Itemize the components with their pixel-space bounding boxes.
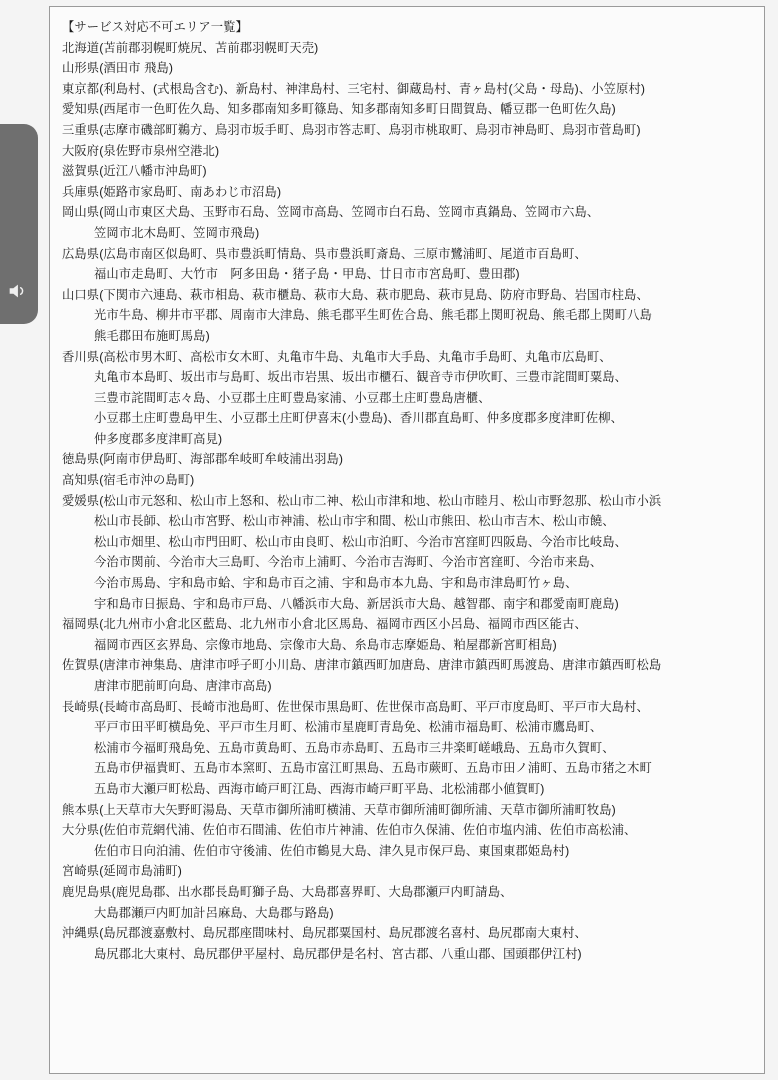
document-line: 福岡市西区玄界島、宗像市地島、宗像市大島、糸島市志摩姫島、粕屋郡新宮町相島) bbox=[94, 637, 557, 652]
document-line: 大分県(佐伯市荒網代浦、佐伯市石間浦、佐伯市片神浦、佐伯市久保浦、佐伯市塩内浦、佐伯市高松浦、 bbox=[62, 823, 637, 838]
document-line: 愛媛県(松山市元怒和、松山市上怒和、松山市二神、松山市津和地、松山市睦月、松山市野忽那、松山市小浜 bbox=[62, 493, 662, 508]
document-line: 熊本県(上天草市大矢野町湯島、天草市御所浦町横浦、天草市御所浦町御所浦、天草市御所浦町牧島) bbox=[62, 802, 616, 817]
document-line: 兵庫県(姫路市家島町、南あわじ市沼島) bbox=[62, 184, 282, 199]
document-line: 東京都(利島村、(式根島含む)、新島村、神津島村、三宅村、御蔵島村、青ヶ島村(父島・母島)、小笠原村) bbox=[62, 81, 646, 96]
document-line: 平戸市田平町横島免、平戸市生月町、松浦市星鹿町青島免、松浦市福島町、松浦市鷹島町、 bbox=[94, 720, 603, 735]
document-line: 北海道(苫前郡羽幌町焼尻、苫前郡羽幌町天売) bbox=[62, 40, 319, 55]
document-line: 今治市馬島、宇和島市蛤、宇和島市百之浦、宇和島市本九島、宇和島市津島町竹ヶ島、 bbox=[94, 576, 578, 591]
document-line: 熊毛郡田布施町馬島) bbox=[94, 328, 210, 343]
document-line: 小豆郡土庄町豊島甲生、小豆郡土庄町伊喜末(小豊島)、香川郡直島町、仲多度郡多度津町佐柳、 bbox=[94, 411, 624, 426]
document-line: 五島市大瀬戸町松島、西海市崎戸町江島、西海市崎戸町平島、北松浦郡小値賀町) bbox=[94, 781, 545, 796]
document-line: 岡山県(岡山市東区犬島、玉野市石島、笠岡市高島、笠岡市白石島、笠岡市真鍋島、笠岡市六島、 bbox=[62, 205, 600, 220]
document-line: 愛知県(西尾市一色町佐久島、知多郡南知多町篠島、知多郡南知多町日間賀島、幡豆郡一色町佐久島) bbox=[62, 102, 616, 117]
document-line: 広島県(広島市南区似島町、呉市豊浜町情島、呉市豊浜町斎島、三原市鷺浦町、尾道市百島町、 bbox=[62, 246, 587, 261]
document-line: 三重県(志摩市磯部町鵜方、鳥羽市坂手町、鳥羽市答志町、鳥羽市桃取町、鳥羽市神島町、鳥羽市菅島町) bbox=[62, 122, 641, 137]
document-line: 光市牛島、柳井市平郡、周南市大津島、熊毛郡平生町佐合島、熊毛郡上関町祝島、熊毛郡上関町八島 bbox=[94, 308, 652, 323]
document-line: 三豊市詫間町志々島、小豆郡土庄町豊島家浦、小豆郡土庄町豊島唐櫃、 bbox=[94, 390, 491, 405]
document-line: 沖縄県(島尻郡渡嘉敷村、島尻郡座間味村、島尻郡粟国村、島尻郡渡名喜村、島尻郡南大東村、 bbox=[62, 926, 587, 941]
document-line: 長崎県(長崎市高島町、長崎市池島町、佐世保市黒島町、佐世保市高島町、平戸市度島町、平戸市大島村、 bbox=[62, 699, 649, 714]
speaker-icon[interactable] bbox=[6, 280, 28, 302]
document-line: 松山市長師、松山市宮野、松山市神浦、松山市宇和間、松山市熊田、松山市吉木、松山市饒、 bbox=[94, 514, 615, 529]
document-line: 島尻郡北大東村、島尻郡伊平屋村、島尻郡伊是名村、宮古郡、八重山郡、国頭郡伊江村) bbox=[94, 946, 582, 961]
document-line: 松浦市今福町飛島免、五島市黄島町、五島市赤島町、五島市三井楽町嵯峨島、五島市久賀町、 bbox=[94, 740, 615, 755]
document-line: 宇和島市日振島、宇和島市戸島、八幡浜市大島、新居浜市大島、越智郡、南宇和郡愛南町鹿島) bbox=[94, 596, 619, 611]
document-line: 仲多度郡多度津町高見) bbox=[94, 431, 223, 446]
document-line: 高知県(宿毛市沖の島町) bbox=[62, 473, 195, 488]
document-line: 佐賀県(唐津市神集島、唐津市呼子町小川島、唐津市鎮西町加唐島、唐津市鎮西町馬渡島、唐津市鎮西町松島 bbox=[62, 658, 662, 673]
service-unavailable-area-document bbox=[49, 6, 765, 1074]
document-line: 山形県(酒田市 飛島) bbox=[62, 61, 174, 76]
document-line: 宮崎県(延岡市島浦町) bbox=[62, 864, 182, 879]
document-line: 鹿児島県(鹿児島郡、出水郡長島町獅子島、大島郡喜界町、大島郡瀬戸内町請島、 bbox=[62, 884, 513, 899]
document-line: 五島市伊福貴町、五島市本窯町、五島市富江町黒島、五島市蕨町、五島市田ノ浦町、五島市猪之木町 bbox=[94, 761, 652, 776]
document-line: 笠岡市北木島町、笠岡市飛島) bbox=[94, 225, 260, 240]
document-title: 【サービス対応不可エリア一覧】 bbox=[62, 20, 248, 34]
document-body bbox=[62, 17, 756, 964]
document-line: 丸亀市本島町、坂出市与島町、坂出市岩黒、坂出市櫃石、観音寺市伊吹町、三豊市詫間町粟島、 bbox=[94, 370, 628, 385]
document-line: 松山市畑里、松山市門田町、松山市由良町、松山市泊町、今治市宮窪町四阪島、今治市比岐島、 bbox=[94, 534, 628, 549]
document-line: 佐伯市日向泊浦、佐伯市守後浦、佐伯市鶴見大島、津久見市保戸島、東国東郡姫島村) bbox=[94, 843, 570, 858]
document-line: 大島郡瀬戸内町加計呂麻島、大島郡与路島) bbox=[94, 905, 334, 920]
document-line: 山口県(下関市六連島、萩市相島、萩市櫃島、萩市大島、萩市肥島、萩市見島、防府市野島、岩国市柱島、 bbox=[62, 287, 649, 302]
document-line: 大阪府(泉佐野市泉州空港北) bbox=[62, 143, 220, 158]
document-line: 香川県(高松市男木町、高松市女木町、丸亀市牛島、丸亀市大手島、丸亀市手島町、丸亀市広島町、 bbox=[62, 349, 612, 364]
document-line: 滋賀県(近江八幡市沖島町) bbox=[62, 164, 207, 179]
document-line: 福岡県(北九州市小倉北区藍島、北九州市小倉北区馬島、福岡市西区小呂島、福岡市西区能古、 bbox=[62, 617, 587, 632]
document-line: 今治市関前、今治市大三島町、今治市上浦町、今治市吉海町、今治市宮窪町、今治市来島、 bbox=[94, 555, 603, 570]
document-line: 唐津市肥前町向島、唐津市高島) bbox=[94, 679, 272, 693]
document-line: 福山市走島町、大竹市 阿多田島・猪子島・甲島、廿日市市宮島町、豊田郡) bbox=[94, 267, 520, 282]
document-line: 徳島県(阿南市伊島町、海部郡牟岐町牟岐浦出羽島) bbox=[62, 452, 344, 467]
